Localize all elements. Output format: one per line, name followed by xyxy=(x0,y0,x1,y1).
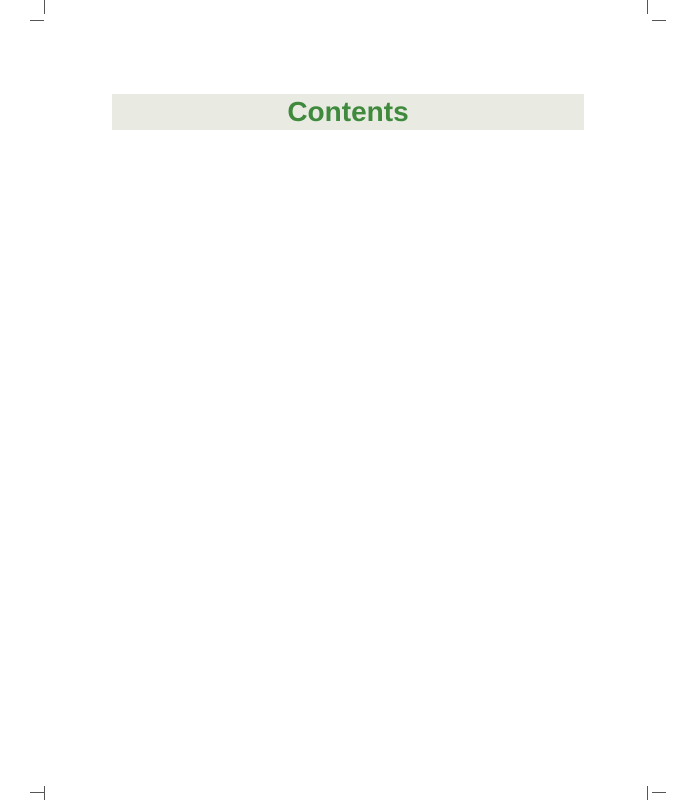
crop-mark xyxy=(647,786,648,800)
crop-mark xyxy=(652,20,666,21)
page-title: Contents xyxy=(287,96,409,127)
crop-mark xyxy=(44,0,45,14)
crop-mark xyxy=(30,20,44,21)
crop-mark xyxy=(647,0,648,14)
crop-mark xyxy=(652,792,666,793)
crop-mark xyxy=(44,786,45,800)
crop-mark xyxy=(30,792,44,793)
